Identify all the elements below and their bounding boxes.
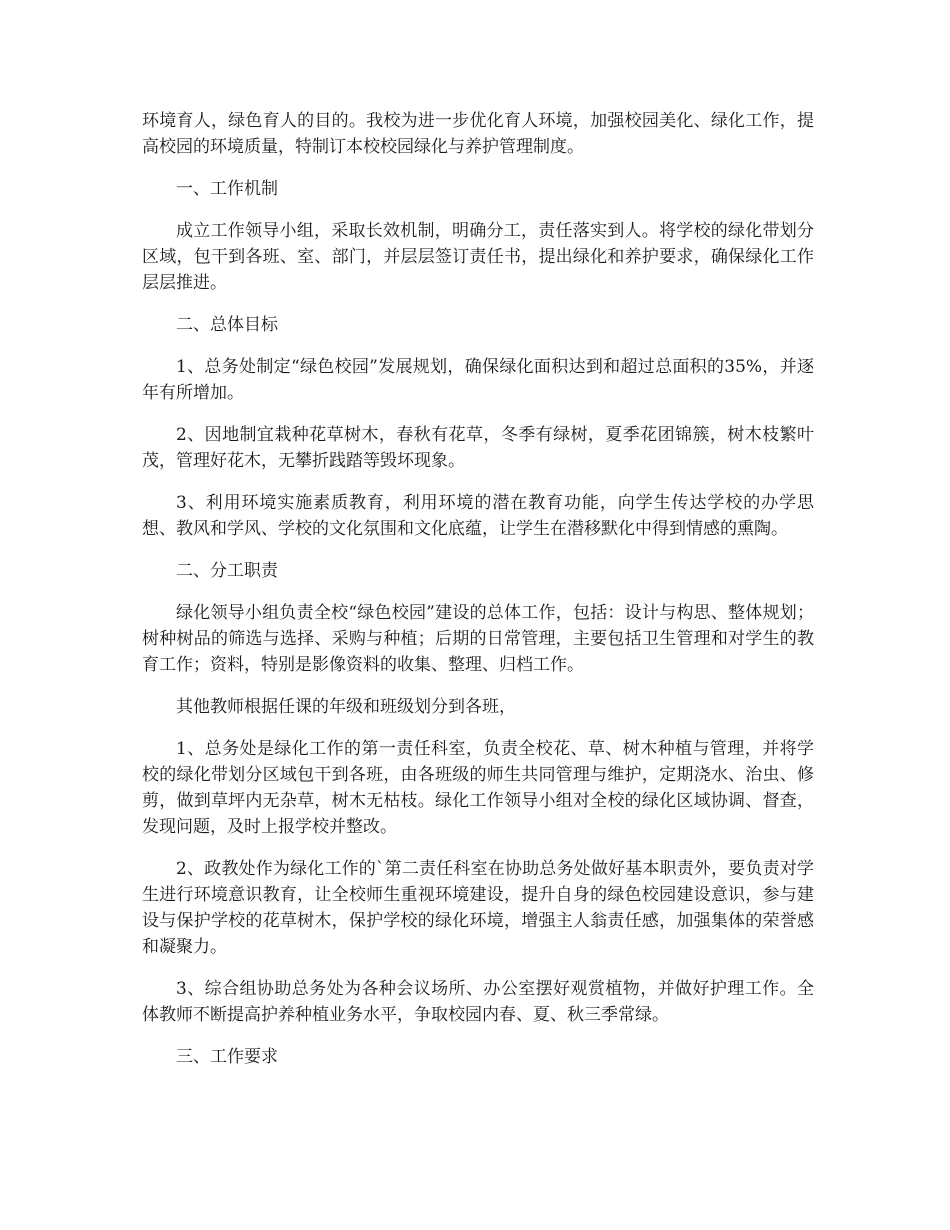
duties-paragraph-2: 其他教师根据任课的年级和班级划分到各班， <box>176 697 516 717</box>
goal-paragraph-2: 2、因地制宜栽种花草树木，春秋有花草，冬季有绿树，夏季花团锦簇，树木枝繁叶茂，管理好花木，无攀折践踏等毁坏现象。 <box>142 425 814 471</box>
goal-paragraph-3: 3、利用环境实施素质教育，利用环境的潜在教育功能，向学生传达学校的办学思想、教风和学风、学校的文化氛围和文化底蕴，让学生在潜移默化中得到情感的熏陶。 <box>142 493 814 539</box>
section-heading-goals: 二、总体目标 <box>176 315 278 335</box>
section-heading-requirements: 三、工作要求 <box>176 1047 278 1067</box>
intro-paragraph: 环境育人，绿色育人的目的。我校为进一步优化育人环境，加强校园美化、绿化工作，提高校园的环境质量，特制订本校校园绿化与养护管理制度。 <box>142 111 814 157</box>
goal-paragraph-1: 1、总务处制定“绿色校园”发展规划，确保绿化面积达到和超过总面积的35%，并逐年有所增加。 <box>142 357 814 403</box>
duties-paragraph-4: 2、政教处作为绿化工作的`第二责任科室在协助总务处做好基本职责外，要负责对学生进行环境意识教育，让全校师生重视环境建设，提升自身的绿色校园建设意识，参与建设与保护学校的花草树木，保护学校的绿化环境，增强主人翁责任感，加强集体的荣誉感和凝聚力。 <box>142 859 814 957</box>
section-heading-duties: 二、分工职责 <box>176 561 278 581</box>
document-page <box>142 108 814 1086</box>
section-heading-mechanism: 一、工作机制 <box>176 179 278 199</box>
duties-paragraph-1: 绿化领导小组负责全校“绿色校园”建设的总体工作，包括：设计与构思、整体规划；树种树品的筛选与选择、采购与种植；后期的日常管理，主要包括卫生管理和对学生的教育工作；资料，特别是影像资料的收集、整理、归档工作。 <box>142 603 814 675</box>
mechanism-paragraph: 成立工作领导小组，采取长效机制，明确分工，责任落实到人。将学校的绿化带划分区域，包干到各班、室、部门，并层层签订责任书，提出绿化和养护要求，确保绿化工作层层推进。 <box>142 221 814 293</box>
duties-paragraph-3: 1、总务处是绿化工作的第一责任科室，负责全校花、草、树木种植与管理，并将学校的绿化带划分区域包干到各班，由各班级的师生共同管理与维护，定期浇水、治虫、修剪，做到草坪内无杂草，树木无枯枝。绿化工作领导小组对全校的绿化区域协调、督查，发现问题，及时上报学校并整改。 <box>142 739 814 837</box>
duties-paragraph-5: 3、综合组协助总务处为各种会议场所、办公室摆好观赏植物，并做好护理工作。全体教师不断提高护养种植业务水平，争取校园内春、夏、秋三季常绿。 <box>142 979 814 1025</box>
